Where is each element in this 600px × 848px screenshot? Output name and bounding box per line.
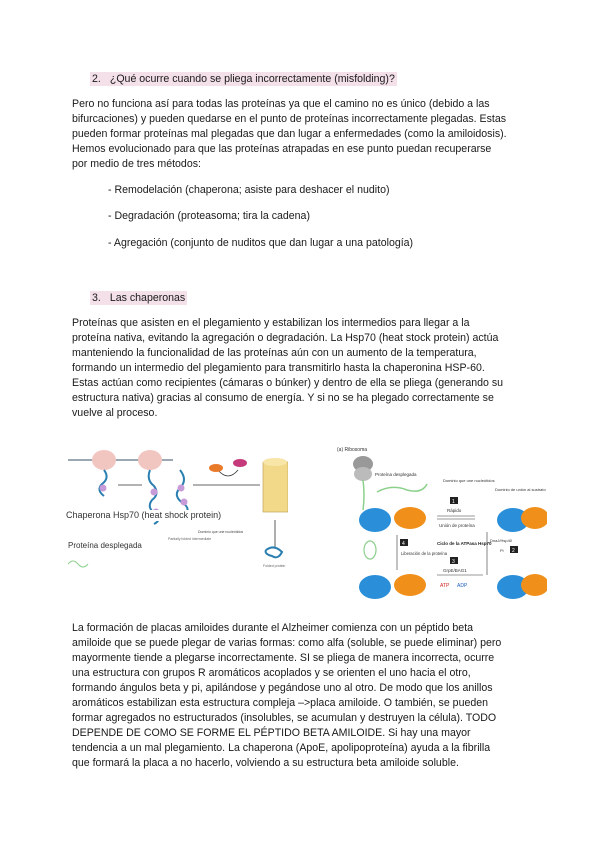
text-line: Proteínas que asisten en el plegamiento y estabilizan los intermedios para llegar a la xyxy=(72,317,470,329)
text-line: aromáticos estabilizan esta estructura compleja –>placa amiloide. O también, se pueden xyxy=(72,697,489,709)
hsp70-atpase-cycle-figure xyxy=(335,440,547,610)
figure-label: Partially folded intermediate xyxy=(168,537,212,541)
text-line: pueden formar proteínas mal plegadas que dan lugar a enfermedades (como la amiloidosis). xyxy=(72,128,507,140)
text-line: una estructura con grupos R aromáticos acoplados y se orienten el uno hacia el otro, xyxy=(72,667,471,679)
figure-label: ADP xyxy=(457,583,468,589)
bullet-agregacion: - Agregación (conjunto de nuditos que dan lugar a una patología) xyxy=(108,237,414,249)
figure-label: Proteína desplegada xyxy=(375,472,417,477)
text-line: formando ángulos beta y pi, apilándose y pegándose uno al otro. De modo que los anillos xyxy=(72,682,493,694)
text-line: vuelve al proceso. xyxy=(72,407,158,419)
bullet-degradacion: - Degradación (proteasoma; tira la cadena) xyxy=(108,210,310,222)
section-title: ¿Qué ocurre cuando se pliega incorrectamente (misfolding)? xyxy=(109,73,395,85)
section-title: Las chaperonas xyxy=(109,292,186,304)
section-2-heading xyxy=(90,72,397,86)
figure-label: Ciclo de la ATPasa Hsp70 xyxy=(437,541,492,546)
figure-label: DnaJ/Hsp40 xyxy=(490,538,513,543)
chaperonin-barrel-icon xyxy=(263,458,288,512)
text-line: Pero no funciona así para todas las proteínas ya que el camino no es único (debido a las xyxy=(72,98,490,110)
text-line: por medio de tres métodos: xyxy=(72,158,201,170)
text-line: La formación de placas amiloides durante el Alzheimer comienza con un péptido beta xyxy=(72,622,474,634)
bullet-remodelacion: - Remodelación (chaperona; asiste para deshacer el nudito) xyxy=(108,184,390,196)
final-paragraph xyxy=(72,621,501,771)
figure-caption: Chaperona Hsp70 (heat shock protein) xyxy=(66,510,222,520)
section-number: 2. xyxy=(92,73,101,85)
text-line: amiloide que se puede plegar de varias formas: como alfa (soluble, se puede eliminar) pero xyxy=(72,637,502,649)
step-number: 1 xyxy=(452,499,455,505)
figure-label: GrpE/BAG1 xyxy=(443,568,467,573)
text-line: formando un intermedio del plegamiento para transmitirlo hasta la chaperonina HSP-60. xyxy=(72,362,485,374)
text-line: proteína nativa, evitando la agregación o degradación. La Hsp70 (heat stock protein) actúa xyxy=(72,332,499,344)
figure-label: Dominio que une nucleótidos xyxy=(198,530,244,534)
hsp70-protein-icon xyxy=(359,507,547,599)
figure-label-unfolded: Proteína desplegada xyxy=(68,541,142,550)
text-line: DEPENDE DE COMO SE FORME EL PÉPTIDO BETA AMILOIDE. Si hay una mayor xyxy=(72,727,471,739)
text-line: que formará la placa a no hacerlo, volviendo a su estructura beta amiloide soluble. xyxy=(72,757,459,769)
figure-label: Dominio de unión al sustrato xyxy=(495,487,546,492)
figure-label: Dominio que une nucleótidos xyxy=(443,478,495,483)
figure-label: Folded protein xyxy=(263,564,286,568)
step-number: 4 xyxy=(402,541,405,547)
section-2-paragraph xyxy=(72,97,507,172)
figure-label: Pi xyxy=(500,548,504,553)
text-line: Estas actúan como recipientes (cámaras o búnker) y dentro de ella se pliega (generando su xyxy=(72,377,504,389)
text-line: mayormente tiende a plegarse incorrectamente. SI se pliega de manera incorrecta, ocurre xyxy=(72,652,495,664)
ribosome-icon xyxy=(353,456,373,481)
text-line: tendencia a un mal plegamiento. La chaperona (ApoE, apolipoproteína) ayuda a la fibrilla xyxy=(72,742,491,754)
step-number: 3 xyxy=(452,559,455,565)
figure-label: (a) Ribosoma xyxy=(337,447,368,453)
figure-label: Rápido xyxy=(447,508,462,513)
text-line: formar agregados no estructurados (insolubles, se acumulan y destruyen la célula). TODO xyxy=(72,712,497,724)
figure-label: Unión de proteína xyxy=(439,523,475,528)
figure-label: ATP xyxy=(440,583,450,589)
step-number: 2 xyxy=(512,548,515,554)
text-line: Hemos evolucionado para que las proteínas atrapadas en ese punto puedan recuperarse xyxy=(72,143,492,155)
section-3-paragraph xyxy=(72,316,503,421)
figure-label: Liberación de la proteína xyxy=(401,551,448,556)
text-line: bifurcaciones) y pueden quedarse en el punto de proteínas incorrectamente plegadas. Estas xyxy=(72,113,507,125)
text-line: manteniendo la funcionalidad de las proteínas aún con un aumento de la temperatura, xyxy=(72,347,477,359)
section-number: 3. xyxy=(92,292,101,304)
text-line: estructura nativa) gracias al consumo de energía. Y si no se ha plegado correctamente se xyxy=(72,392,494,404)
section-3-heading xyxy=(90,291,187,305)
